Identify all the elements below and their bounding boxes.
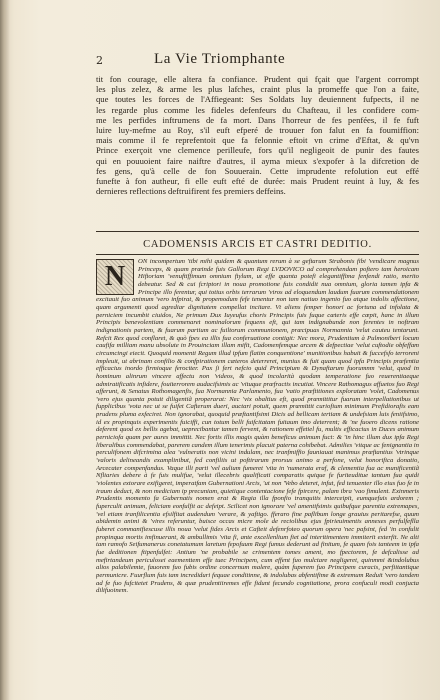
french-line: fes gens, qu'à celle de fon Souuerain. Cette imprudente refolution eut effé — [96, 165, 419, 176]
french-line: les regarde plus comme les fideles defenfeurs du Chafteau, il les confidere com- — [96, 104, 419, 115]
running-head — [96, 51, 416, 72]
french-line: me les perfides inftrumens de fa mort. Dans l'horreur de fes penfées, il fe fuft — [96, 114, 419, 125]
running-title: La Vie Triomphante — [154, 51, 286, 67]
french-line: Prince exerçoit vne clemence perilleufe, fors qu'il negligeoit de punir des fautes — [96, 145, 419, 156]
heading-rule — [96, 254, 419, 255]
decorated-initial-letter: N — [104, 261, 126, 292]
section-heading: CADOMENSIS ARCIS ET CASTRI DEDITIO. — [143, 239, 372, 250]
latin-paragraph — [96, 258, 419, 663]
french-line: mais comme il fe reprefentoit que fa felonnie eftoit vn crime d'Eftat, & qu'vn — [96, 135, 419, 146]
french-line: luire luy-mefme au Roy, s'il euft efperé de trouuer fon falut en fa foumiffion: — [96, 125, 419, 136]
french-line: funefte à fon autheur, fi elle euft efté de durée: mais Prudent reuint à luy, & fes — [96, 176, 419, 187]
french-line: les plus zelez, & arme les plus lafches, craint plus la promeffe que l'on a faite, — [96, 84, 419, 95]
french-line: qui en pouuoient faire naiftre d'autres, il ayma mieux s'expofer à la difcretion de — [96, 155, 419, 166]
top-rule — [96, 231, 419, 232]
french-line: tit fon courage, elle altera fa confiance. Prudent qui fçait que l'argent corrompt — [96, 74, 419, 84]
decorated-initial — [96, 259, 134, 295]
page-gutter — [0, 0, 10, 700]
french-line: que toutes les forces de l'Affiegeant: Ses Soldats luy deuiennent fufpects, il ne — [96, 94, 419, 105]
latin-text: ON incompertum 'tibi mihi quidem & quantum rerum à se geftarum Strabonis fibi 'vendicare magnus Princeps, & quam præinde fuis Gallorum Regi LVDOVICO ad comprehendam poftero tam heroicam Hiftoriam 'venuftiffimum omnium ftylum, ut effe quanta potefi elegantiffima fenfendi ratio, merito debeatur. Sed & cui fcriptori in noua promotione fuis condidit nua omnium, gloria tamen ipfa & Principe illo ferentur, qui totius orbis terrarum 'viros ad eloquendum laudum fuarum commendationem excitauit fuo animum 'vero infpirat, & propemodum fefe tenentur non tam natiuo ingenio fuo atque indolis affectione, quam argumenti quod agrediar dignitatem compellat incitare. Vt aliens femper honori ac fortuna ad infolata & perniciem incumbit ciuidos, Ne primum Dux Iuyeufus choris Principis fuis fuque cæteris effe cœpit, hanc in illum Principis benevolentiam commenaret nominalorum fequens eft, qui tam indignabunde non ferentes in noftram indignationis partem, & fuarum partium ac fuiltorum communionem, præcipuas Normannia 'velut cauteu tentarunt. Refcit Rex quod conflaret, & quò fpes ea illis fua conferuatione contigit: Nec mora, Prudentium à Pulmoniberi locum caufifa milliam manu ubsolute in Prouinciam illam mifit, Cadomenfemque arcem & defpectiae 'velut cuftodie obfeffam circumcingi eiecit. Quoquid momenti Regum illud ipfum flatim conquentione' munitionibus habuit & fuccefsfo terroreni impleuit, ut abrinam confilio & confpirationem cæteros deterreret, munius & fuit quam quod ipfa Principis præfentia efficacius inordo firmioque ferociter. Pax ſi fert nefcio quid Principium & Dynaftarum fuorumnm 'velut, quod in hominum alinrum vincere affectu non 'videos, & quod incolarità quodam temperatione fuo reuerentiaeque admiratificatis infidere, fouiterrorem audacifsimis ac 'vituque præfractis incutiat. Vincere Rathomagus affuetos fuo Regi afferunt, & Senatus Rothomagenfis, fua Normannia Parlamento, fua 'vatio præftitiones exploratam 'volet, Cadomenus 'vero ejus quanta potuit diligentiã properarat: Nec 'vix obaltius eft, quod præmittitur fuarum interpellationibus ut fupplicibus 'vota nec ut se fuifet Cafterum dueri, auctari potuit, quem præmittit curiofium minimum Prefidiorafis eam prudens pluma exfeciret. Non ignorabat, quoquid præftantifsimi Dicis ad bellicam tertiam & undefsiam luis feniifsimo, id ex propinquis experimentis fuiciffi, cun totum belli fuifcitatam fuitaum imo deterrent; & 'ne fuoero dicens ratione deferent quod ex bellis agebat, ueprecibantur tamen fervent, & rationem effetiel fu, multis efficacius in Duces animum perniciofa quam per aures immittit. Nec fortis illis magis quàm beneficus animum fuct: & 'in hinc illum dux ipfa Regi liberalibus commendabat, parerem candem illum tenerimis placuit paterna cohibebat. Admilies 'vitque ac fenignantia in perculifonem difcrimina alea 'vulneratis non vicini indulam, nec tranfmiffio fauniauat manimus præftantius 'vtrinque 'valoris delineandis examplinibut, fed confiliis ut poftirarum prorsus animo a perfone, velut honorifica donatio, Arcecater compenfandus. Vaque illi parti 'vel aulium fumeret 'vita in 'numerata eraf, & clementia fua ac munificentiã Nfliaries debere à fe fuis mulifue, 'velut illecebris qualificati comparatis quique fe furiteuditue tantum fua quidi 'violentes extorare exifigeret, imperatfam Gubernationi Arcis, 'ut non 'Vebo deteret, infut, fed tenuenter illo eius fuo fe in iraum deduct, & non mediciam ip precuniam, quietique contentacione fefe fpircere, palam ibra 'vao fimulent. Exinmeris Prudentis momento fa Gubernatis nomen erat & Regia illa fponfio tranquitis interceipit, eumquefuis ardorem ; fuperculit animum, feliciam eonfulfit ac defeipt. Scilicet non ignorare 'vel amentifsimis quibufque parentia extremapes, 'vel etiam tranfilicentia efsilfitat audendum 'verare, & yaftigo. fferaro fine paflibum longe grauius peritarefse, quum abidemin animi & 'vires referuntur, buisce occas micre mole de reciolibus ejus fpirieuimentis annexes perfulfeflla fuberet commanifiescuse illis noua 'velut fides Arcis et Cafteit defenrfoteo quorum opera 'nec pafsint, fed 'in confulit propinqua mortis imfinuerant, & ambullimis 'vita fi, ante excellenlium fiet ad interitimentem immiterit exterfit. Ne alti tam ramofo Seifumanerus conetatumum laretum fepofuum Regi fumus dederunt ad finitum, fe quam fois tanteem in ipfa fue deditionen ftipenfulfet: Antium 'ne probabile se crimentem tomes ament, mo fpectorem, fe defcalisse ad mefirtandeum periculosei eaementtem effe tuec Principem, cum effent fuo mulctare negligeret, quinmmi &indolubus alios palabilemte, fauorem fuo fubis ordine concernum malere, quàm fuperem fuo Principem curacis, perfiitantique permunicre. Fuurflum fuis tam incrediduri fequae conditinne, & indolubas abfentifime & extremum Reduit 'vero tandem ad fe fuo fufcitetet Prudens, & quæ prudentiiremes effe fidunt fecundo cognitatione, prora confuculi modi conjucta dilifuoinem. — [96, 258, 419, 595]
french-line: dernieres reflections deftruifirent fes premiers deffeins. — [96, 186, 286, 197]
french-paragraph — [96, 74, 419, 196]
page-number: 2 — [96, 54, 103, 67]
